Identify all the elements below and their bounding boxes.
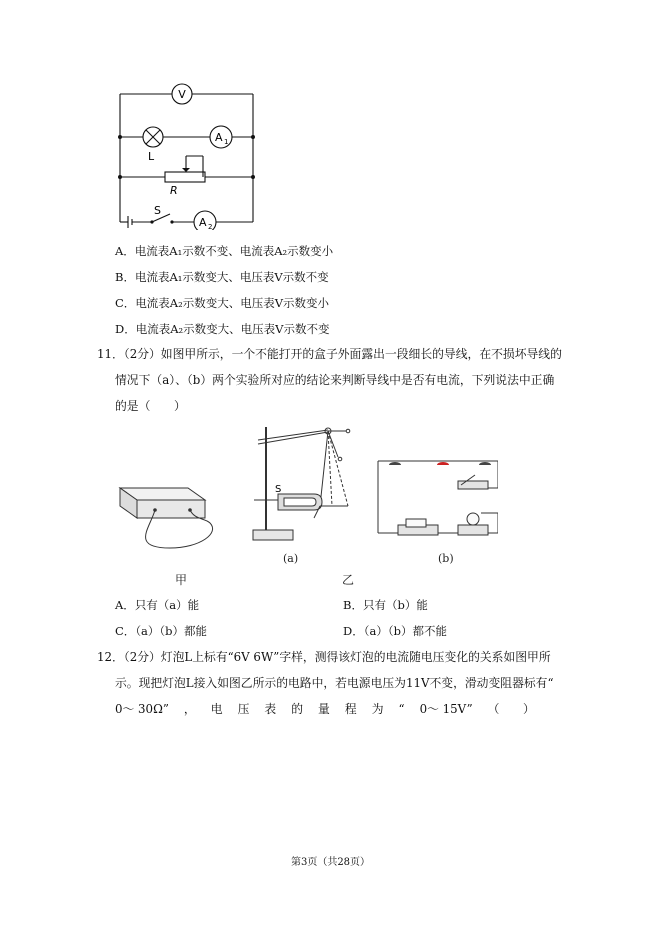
q11-option-a[interactable]: A．只有（a）能 bbox=[115, 598, 200, 612]
figure-jia-label: 甲 bbox=[175, 573, 188, 587]
q11-option-b[interactable]: B．只有（b）能 bbox=[343, 598, 428, 612]
q12-stem-line1: 12．（2分）灯泡L上标有“6V 6W”字样，测得该灯泡的电流随电压变化的关系如图甲所 bbox=[97, 650, 551, 664]
q11-stem-line2: 情况下（a）、（b）两个实验所对应的结论来判断导线中是否有电流，下列说法中正确 bbox=[115, 373, 555, 387]
switch-label: S bbox=[154, 204, 161, 217]
q10-option-d[interactable]: D．电流表A₂示数变大、电压表V示数不变 bbox=[115, 322, 330, 336]
q10-option-b[interactable]: B．电流表A₁示数变大、电压表V示数不变 bbox=[115, 270, 329, 284]
rheostat-label: R bbox=[170, 184, 178, 197]
figure-a-apparatus bbox=[248, 422, 358, 547]
ammeter2-label: A bbox=[199, 216, 207, 229]
q11-option-c[interactable]: C．（a）（b）都能 bbox=[115, 624, 208, 638]
q11-number: 11． bbox=[97, 347, 124, 361]
ammeter1-sub: 1 bbox=[224, 138, 229, 146]
q12-stem-line2: 示。现把灯泡L接入如图乙所示的电路中，若电源电压为11V不变，滑动变阻器标有“ bbox=[115, 676, 554, 690]
page-footer: 第3页（共28页） bbox=[290, 857, 371, 868]
q11-stem-line3: 的是（ ） bbox=[115, 399, 186, 413]
q10-option-c[interactable]: C．电流表A₂示数变大、电压表V示数变小 bbox=[115, 296, 330, 310]
q11-stem-line1: 11．（2分）如图甲所示，一个不能打开的盒子外面露出一段细长的导线，在不损坏导线的 bbox=[97, 347, 562, 361]
figure-a-caption: (a) bbox=[283, 552, 299, 565]
q12-stem-line3: 0～ 30Ω” ， 电 压 表 的 量 程 为 “ 0～ 15V” （ ） bbox=[115, 702, 535, 716]
figure-a-s-label: S bbox=[275, 484, 282, 495]
q11-option-d[interactable]: D．（a）（b）都不能 bbox=[343, 624, 447, 638]
voltmeter-label: V bbox=[178, 88, 186, 101]
figure-b-caption: (b) bbox=[438, 552, 454, 565]
circuit-diagram-top bbox=[110, 80, 270, 230]
ammeter1-label: A bbox=[215, 131, 223, 144]
q12-number: 12． bbox=[97, 650, 124, 664]
figure-b-circuit-board bbox=[373, 453, 498, 543]
figure-yi-label: 乙 bbox=[342, 573, 355, 587]
ammeter2-sub: 2 bbox=[208, 223, 213, 230]
figure-jia-box bbox=[110, 478, 235, 558]
lamp-label: L bbox=[148, 150, 155, 163]
q10-option-a[interactable]: A．电流表A₁示数不变、电流表A₂示数变小 bbox=[115, 244, 334, 258]
